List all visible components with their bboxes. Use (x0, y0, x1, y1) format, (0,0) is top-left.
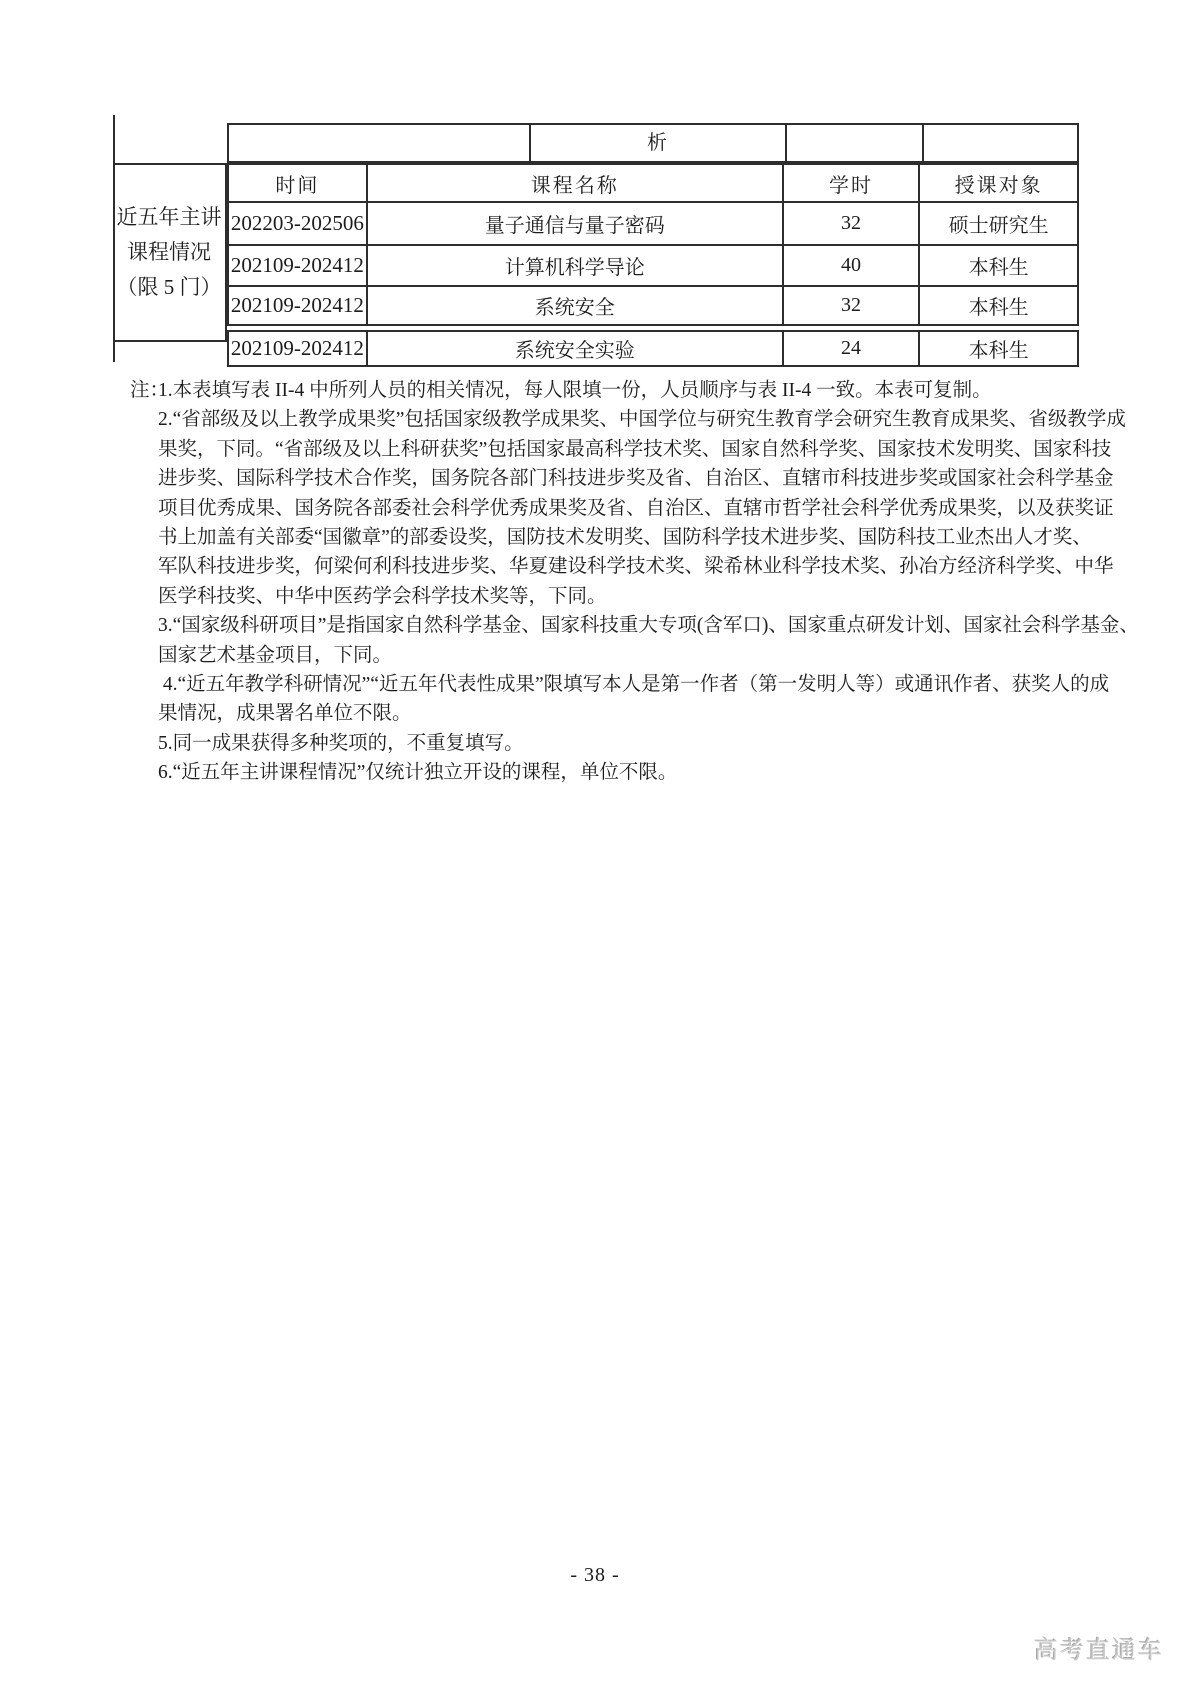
note-line: 果情况，成果署名单位不限。 (158, 703, 412, 725)
watermark: 高考直通车 (1034, 1637, 1164, 1664)
carryover-divider (922, 125, 924, 161)
note-line: 果奖，下同。“省部级及以上科研获奖”包括国家最高科学技术奖、国家自然科学奖、国家技术发明奖、国家科技 (158, 438, 1112, 460)
table-row (228, 286, 1078, 325)
table-row (228, 331, 1078, 366)
section-label-cell (113, 163, 227, 342)
cell-audience: 硕士研究生 (919, 202, 1078, 245)
note-line: 3.“国家级科研项目”是指国家自然科学基金、国家科技重大专项(含军口)、国家重点研发计划、国家社会科学基金、 (158, 615, 1139, 637)
cell-hours: 24 (783, 331, 920, 366)
notes-block (158, 376, 1139, 788)
page-number: - 38 - (570, 1564, 620, 1586)
course-table (113, 115, 1079, 367)
cell-hours: 32 (783, 286, 920, 325)
section-label-line: 近五年主讲 (116, 205, 222, 229)
header-row (228, 164, 1078, 202)
section-label-line: （限 5 门） (116, 275, 222, 299)
table-row (228, 245, 1078, 286)
note-line: 5.同一成果获得多种奖项的，不重复填写。 (158, 732, 524, 754)
note-line: 6.“近五年主讲课程情况”仅统计独立开设的课程，单位不限。 (158, 762, 678, 784)
cell-audience: 本科生 (919, 286, 1078, 325)
table-row (228, 202, 1078, 245)
cell-audience: 本科生 (919, 245, 1078, 286)
note-line: 项目优秀成果、国务院各部委社会科学优秀成果奖及省、自治区、直辖市哲学社会科学优秀成果奖，以及获奖证 (158, 497, 1114, 519)
col-header-course: 课程名称 (367, 164, 783, 202)
col-header-hours: 学时 (783, 164, 920, 202)
cell-course: 计算机科学导论 (367, 245, 783, 286)
course-table-lower (227, 330, 1079, 367)
section-label-line: 课程情况 (127, 240, 211, 264)
cell-course: 系统安全实验 (367, 331, 783, 366)
cell-time: 202109-202412 (228, 286, 367, 325)
col-header-audience: 授课对象 (919, 164, 1078, 202)
note-line: 国家艺术基金项目，下同。 (158, 644, 393, 666)
cell-audience: 本科生 (919, 331, 1078, 366)
note-line: 1.本表填写表 II-4 中所列人员的相关情况，每人限填一份，人员顺序与表 II-4 一致。本表可复制。 (158, 380, 992, 401)
note-line: 4.“近五年教学科研情况”“近五年代表性成果”限填写本人是第一作者（第一发明人等）或通讯作者、获奖人的成 (158, 674, 1110, 696)
cell-course: 量子通信与量子密码 (367, 202, 783, 245)
cell-hours: 40 (783, 245, 920, 286)
cell-time: 202109-202412 (228, 331, 367, 366)
note-line: 2.“省部级及以上教学成果奖”包括国家级教学成果奖、中国学位与研究生教育学会研究生教育成果奖、省级教学成 (158, 409, 1126, 431)
carryover-cell: 析 (647, 132, 667, 154)
cell-time: 202109-202412 (228, 245, 367, 286)
cell-time: 202203-202506 (228, 202, 367, 245)
course-table-upper (227, 163, 1079, 326)
col-header-time: 时间 (228, 164, 367, 202)
cell-hours: 32 (783, 202, 920, 245)
note-line: 进步奖、国际科学技术合作奖，国务院各部门科技进步奖及省、自治区、直辖市科技进步奖或国家社会科学基金 (158, 468, 1114, 490)
notes-label: 注： (130, 380, 170, 401)
note-line: 军队科技进步奖，何梁何利科技进步奖、华夏建设科学技术奖、梁希林业科学技术奖、孙冶方经济科学奖、中华 (158, 556, 1114, 578)
cell-course: 系统安全 (367, 286, 783, 325)
carryover-row (227, 123, 1079, 163)
note-line: 书上加盖有关部委“国徽章”的部委设奖，国防技术发明奖、国防科学技术进步奖、国防科技工业杰出人才奖、 (158, 527, 1092, 549)
note-line: 医学科技奖、中华中医药学会科学技术奖等，下同。 (158, 585, 607, 607)
carryover-divider (785, 125, 787, 161)
